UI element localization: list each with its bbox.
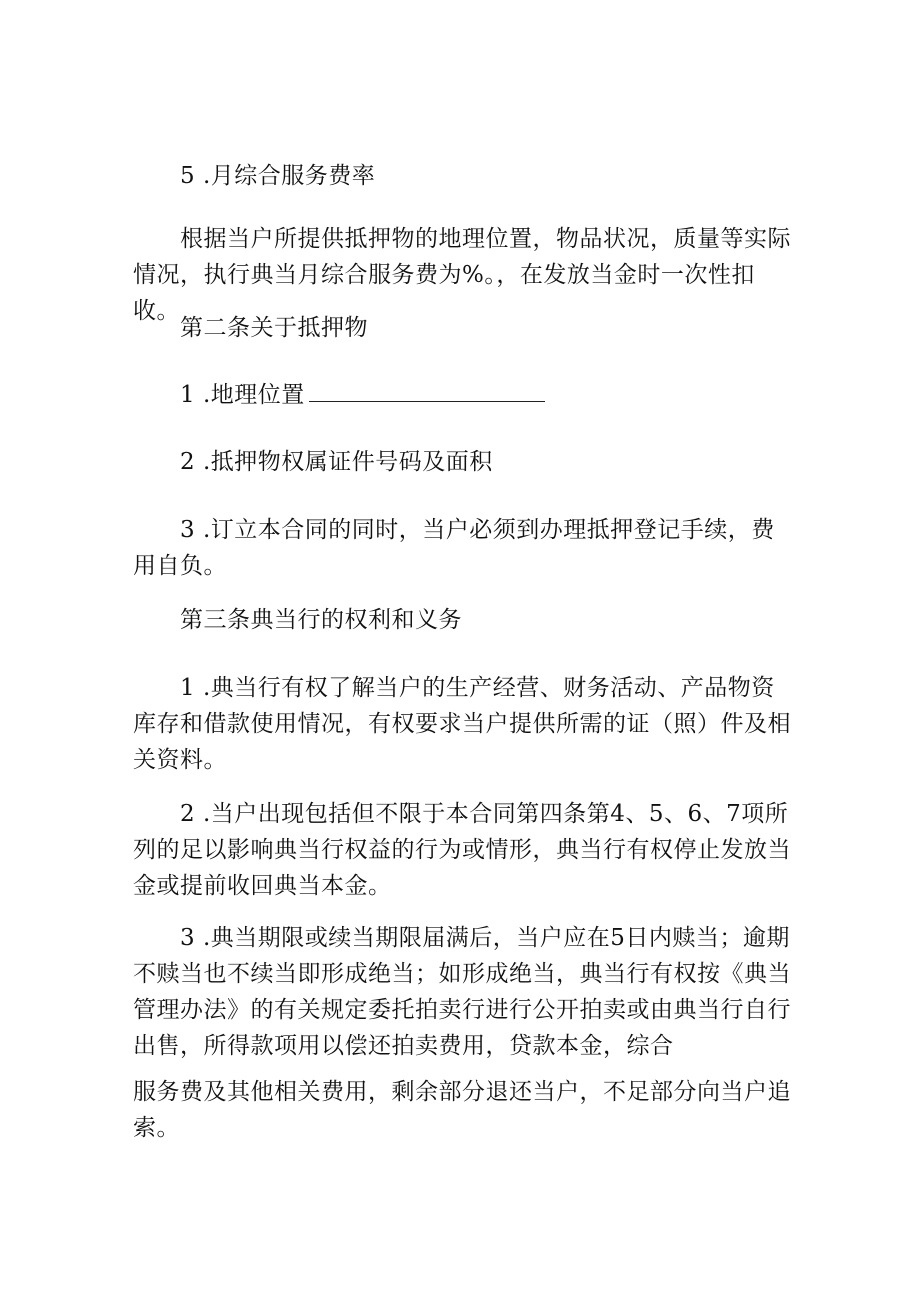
section-heading-pawnshop-rights: 第三条典当行的权利和义务 <box>180 607 462 633</box>
section-heading-collateral: 第二条关于抵押物 <box>180 315 368 341</box>
fill-in-blank-line <box>309 381 545 402</box>
paragraph-service-fee: 根据当户所提供抵押物的地理位置，物品状况，质量等实际情况，执行典当月综合服务费为%。，在发放当金时一次性扣收。 <box>133 226 791 324</box>
item-pawnshop-information-right: 1 .典当行有权了解当户的生产经营、财务活动、产品物资库存和借款使用情况，有权要求当户提供所需的证（照）件及相关资料。 <box>133 675 791 773</box>
item-redemption-and-foreclosure: 3 .典当期限或续当期限届满后，当户应在5日内赎当；逾期不赎当也不续当即形成绝当；如形成绝当，典当行有权按《典当管理办法》的有关规定委托拍卖行进行公开拍卖或由典当行自行出售，所得款项用以偿还拍卖费用，贷款本金，综合 <box>133 925 791 1059</box>
item-ownership-certificate: 2 .抵押物权属证件号码及面积 <box>180 449 493 475</box>
item-geographic-location-label: 1 .地理位置 <box>180 382 305 408</box>
item-stop-disbursement-right: 2 .当户出现包括但不限于本合同第四条第4、5、6、7项所列的足以影响典当行权益的行为或情形，典当行有权停止发放当金或提前收回典当本金。 <box>133 801 791 899</box>
item-geographic-location <box>133 377 791 413</box>
item-monthly-service-fee-rate: 5 .月综合服务费率 <box>180 163 376 189</box>
paragraph-continuation: 服务费及其他相关费用，剩余部分退还当户，不足部分向当户追索。 <box>133 1079 791 1141</box>
item-mortgage-registration: 3 .订立本合同的同时，当户必须到办理抵押登记手续，费用自负。 <box>133 517 775 579</box>
